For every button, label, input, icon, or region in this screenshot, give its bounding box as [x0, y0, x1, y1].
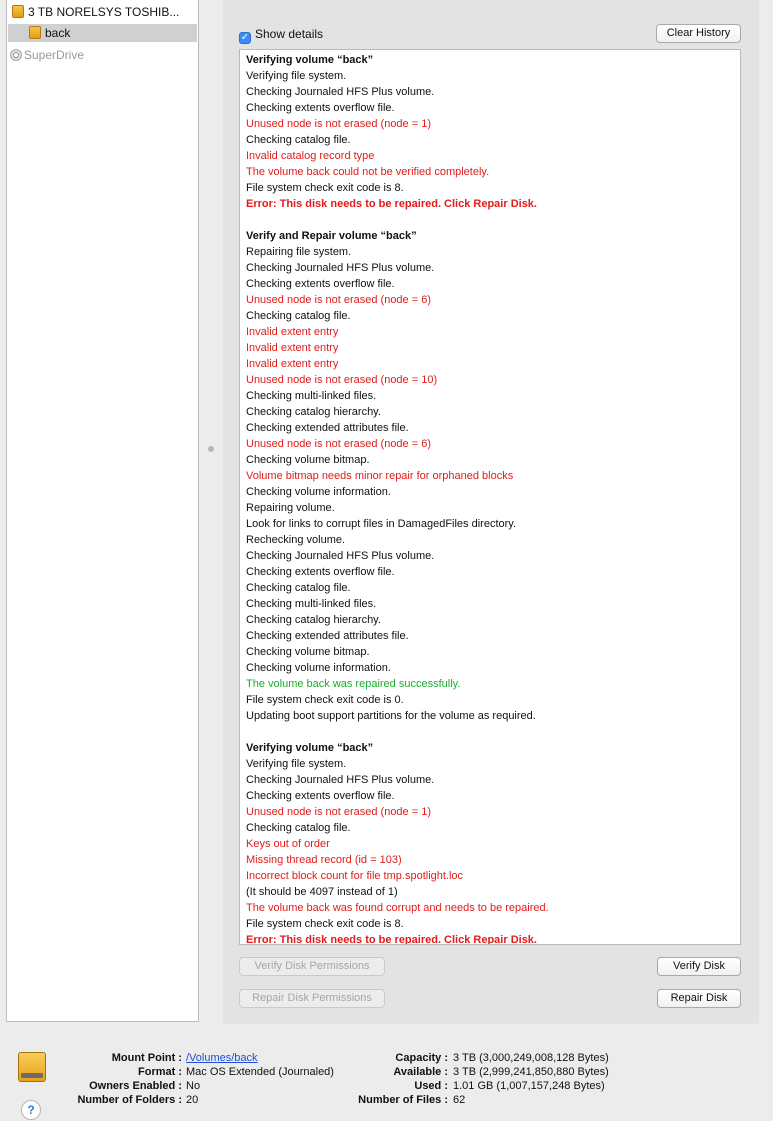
sidebar-item-label: back — [45, 26, 71, 40]
log-line: Checking catalog file. — [246, 582, 351, 594]
log-line: File system check exit code is 8. — [246, 918, 404, 930]
log-line: The volume back was repaired successfully. — [246, 678, 461, 690]
log-line: Checking extents overflow file. — [246, 790, 395, 802]
log-line: Unused node is not erased (node = 1) — [246, 806, 431, 818]
mount-point-label: Mount Point : — [111, 1052, 182, 1064]
capacity-value: 3 TB (3,000,249,008,128 Bytes) — [453, 1052, 609, 1064]
log-line: Keys out of order — [246, 838, 330, 850]
optical-drive-icon — [10, 49, 22, 61]
log-spacer — [246, 724, 740, 740]
log-line: Unused node is not erased (node = 6) — [246, 438, 431, 450]
info-row-owners — [0, 1079, 773, 1093]
log-line: Unused node is not erased (node = 1) — [246, 118, 431, 130]
number-of-files-value: 62 — [453, 1094, 466, 1106]
number-of-files-label: Number of Files : — [358, 1094, 448, 1106]
repair-disk-permissions-button[interactable]: Repair Disk Permissions — [239, 989, 385, 1008]
log-line: Checking extended attributes file. — [246, 422, 409, 434]
log-line: Checking catalog file. — [246, 822, 351, 834]
log-line: Checking volume information. — [246, 662, 391, 674]
log-line: Checking multi-linked files. — [246, 598, 377, 610]
log-line: File system check exit code is 8. — [246, 182, 404, 194]
split-view-handle[interactable] — [208, 446, 214, 452]
log-line: Checking multi-linked files. — [246, 390, 377, 402]
verify-disk-button[interactable]: Verify Disk — [657, 957, 741, 976]
log-line: Checking catalog file. — [246, 134, 351, 146]
sidebar-item-superdrive[interactable] — [7, 46, 198, 64]
owners-enabled-label: Owners Enabled : — [89, 1080, 182, 1092]
number-of-folders-value: 20 — [186, 1094, 199, 1106]
log-line: Checking extended attributes file. — [246, 630, 409, 642]
log-line: Missing thread record (id = 103) — [246, 854, 402, 866]
info-row-mount-point — [0, 1051, 773, 1065]
format-value: Mac OS Extended (Journaled) — [186, 1066, 334, 1078]
checkmark-icon: ✓ — [240, 32, 250, 43]
capacity-label: Capacity : — [395, 1052, 448, 1064]
log-line: Invalid extent entry — [246, 326, 339, 338]
available-value: 3 TB (2,999,241,850,880 Bytes) — [453, 1066, 609, 1078]
clear-history-button[interactable]: Clear History — [656, 24, 741, 43]
log-line: Checking catalog file. — [246, 310, 351, 322]
log-line: Rechecking volume. — [246, 534, 346, 546]
log-line: Verifying volume “back” — [246, 742, 374, 754]
log-line: Verify and Repair volume “back” — [246, 230, 417, 242]
volume-icon — [29, 26, 41, 39]
help-icon[interactable]: ? — [21, 1100, 41, 1120]
log-line: Verifying file system. — [246, 758, 347, 770]
log-line: Incorrect block count for file tmp.spotlight.loc — [246, 870, 464, 882]
log-line: Checking extents overflow file. — [246, 566, 395, 578]
verify-disk-permissions-button[interactable]: Verify Disk Permissions — [239, 957, 385, 976]
show-details-label: Show details — [255, 27, 324, 41]
log-line: Checking Journaled HFS Plus volume. — [246, 774, 435, 786]
log-line: (It should be 4097 instead of 1) — [246, 886, 398, 898]
info-row-folders — [0, 1093, 773, 1107]
log-line: Checking volume information. — [246, 486, 391, 498]
log-line: Checking Journaled HFS Plus volume. — [246, 262, 435, 274]
log-line: The volume back was found corrupt and needs to be repaired. — [246, 902, 549, 914]
log-line: Error: This disk needs to be repaired. Click Repair Disk. — [246, 934, 537, 945]
log-line: Invalid extent entry — [246, 358, 339, 370]
sidebar-item-label: 3 TB NORELSYS TOSHIB... — [28, 5, 180, 19]
log-line: Checking catalog hierarchy. — [246, 614, 381, 626]
log-line: Checking extents overflow file. — [246, 102, 395, 114]
external-disk-icon — [12, 5, 24, 18]
log-line: Checking volume bitmap. — [246, 646, 370, 658]
log-line: Error: This disk needs to be repaired. Click Repair Disk. — [246, 198, 537, 210]
sidebar-item-label: SuperDrive — [24, 48, 85, 62]
log-line: Unused node is not erased (node = 6) — [246, 294, 431, 306]
log-line: Invalid extent entry — [246, 342, 339, 354]
log-line: Repairing file system. — [246, 246, 352, 258]
log-line: Invalid catalog record type — [246, 150, 375, 162]
log-line: Updating boot support partitions for the volume as required. — [246, 710, 536, 722]
log-line: Verifying file system. — [246, 70, 347, 82]
log-line: Checking catalog hierarchy. — [246, 406, 381, 418]
info-row-format — [0, 1065, 773, 1079]
repair-disk-button[interactable]: Repair Disk — [657, 989, 741, 1008]
format-label: Format : — [138, 1066, 182, 1078]
sidebar — [6, 0, 199, 1022]
number-of-folders-label: Number of Folders : — [77, 1094, 182, 1106]
log-line: Checking extents overflow file. — [246, 278, 395, 290]
log-spacer — [246, 212, 740, 228]
details-log[interactable] — [239, 49, 741, 945]
sidebar-item-disk[interactable] — [7, 3, 198, 21]
log-line: Repairing volume. — [246, 502, 335, 514]
log-line: Look for links to corrupt files in DamagedFiles directory. — [246, 518, 517, 530]
log-line: Verifying volume “back” — [246, 54, 374, 66]
log-line: File system check exit code is 0. — [246, 694, 404, 706]
used-label: Used : — [414, 1080, 448, 1092]
available-label: Available : — [393, 1066, 448, 1078]
used-value: 1.01 GB (1,007,157,248 Bytes) — [453, 1080, 605, 1092]
owners-enabled-value: No — [186, 1080, 201, 1092]
log-line: Volume bitmap needs minor repair for orphaned blocks — [246, 470, 514, 482]
log-line: Checking volume bitmap. — [246, 454, 370, 466]
log-line: The volume back could not be verified completely. — [246, 166, 490, 178]
mount-point-value[interactable]: /Volumes/back — [186, 1052, 258, 1064]
show-details-checkbox[interactable] — [239, 26, 323, 42]
log-line: Checking Journaled HFS Plus volume. — [246, 86, 435, 98]
log-line: Checking Journaled HFS Plus volume. — [246, 550, 435, 562]
sidebar-item-volume-back[interactable] — [8, 24, 197, 42]
log-line: Unused node is not erased (node = 10) — [246, 374, 438, 386]
